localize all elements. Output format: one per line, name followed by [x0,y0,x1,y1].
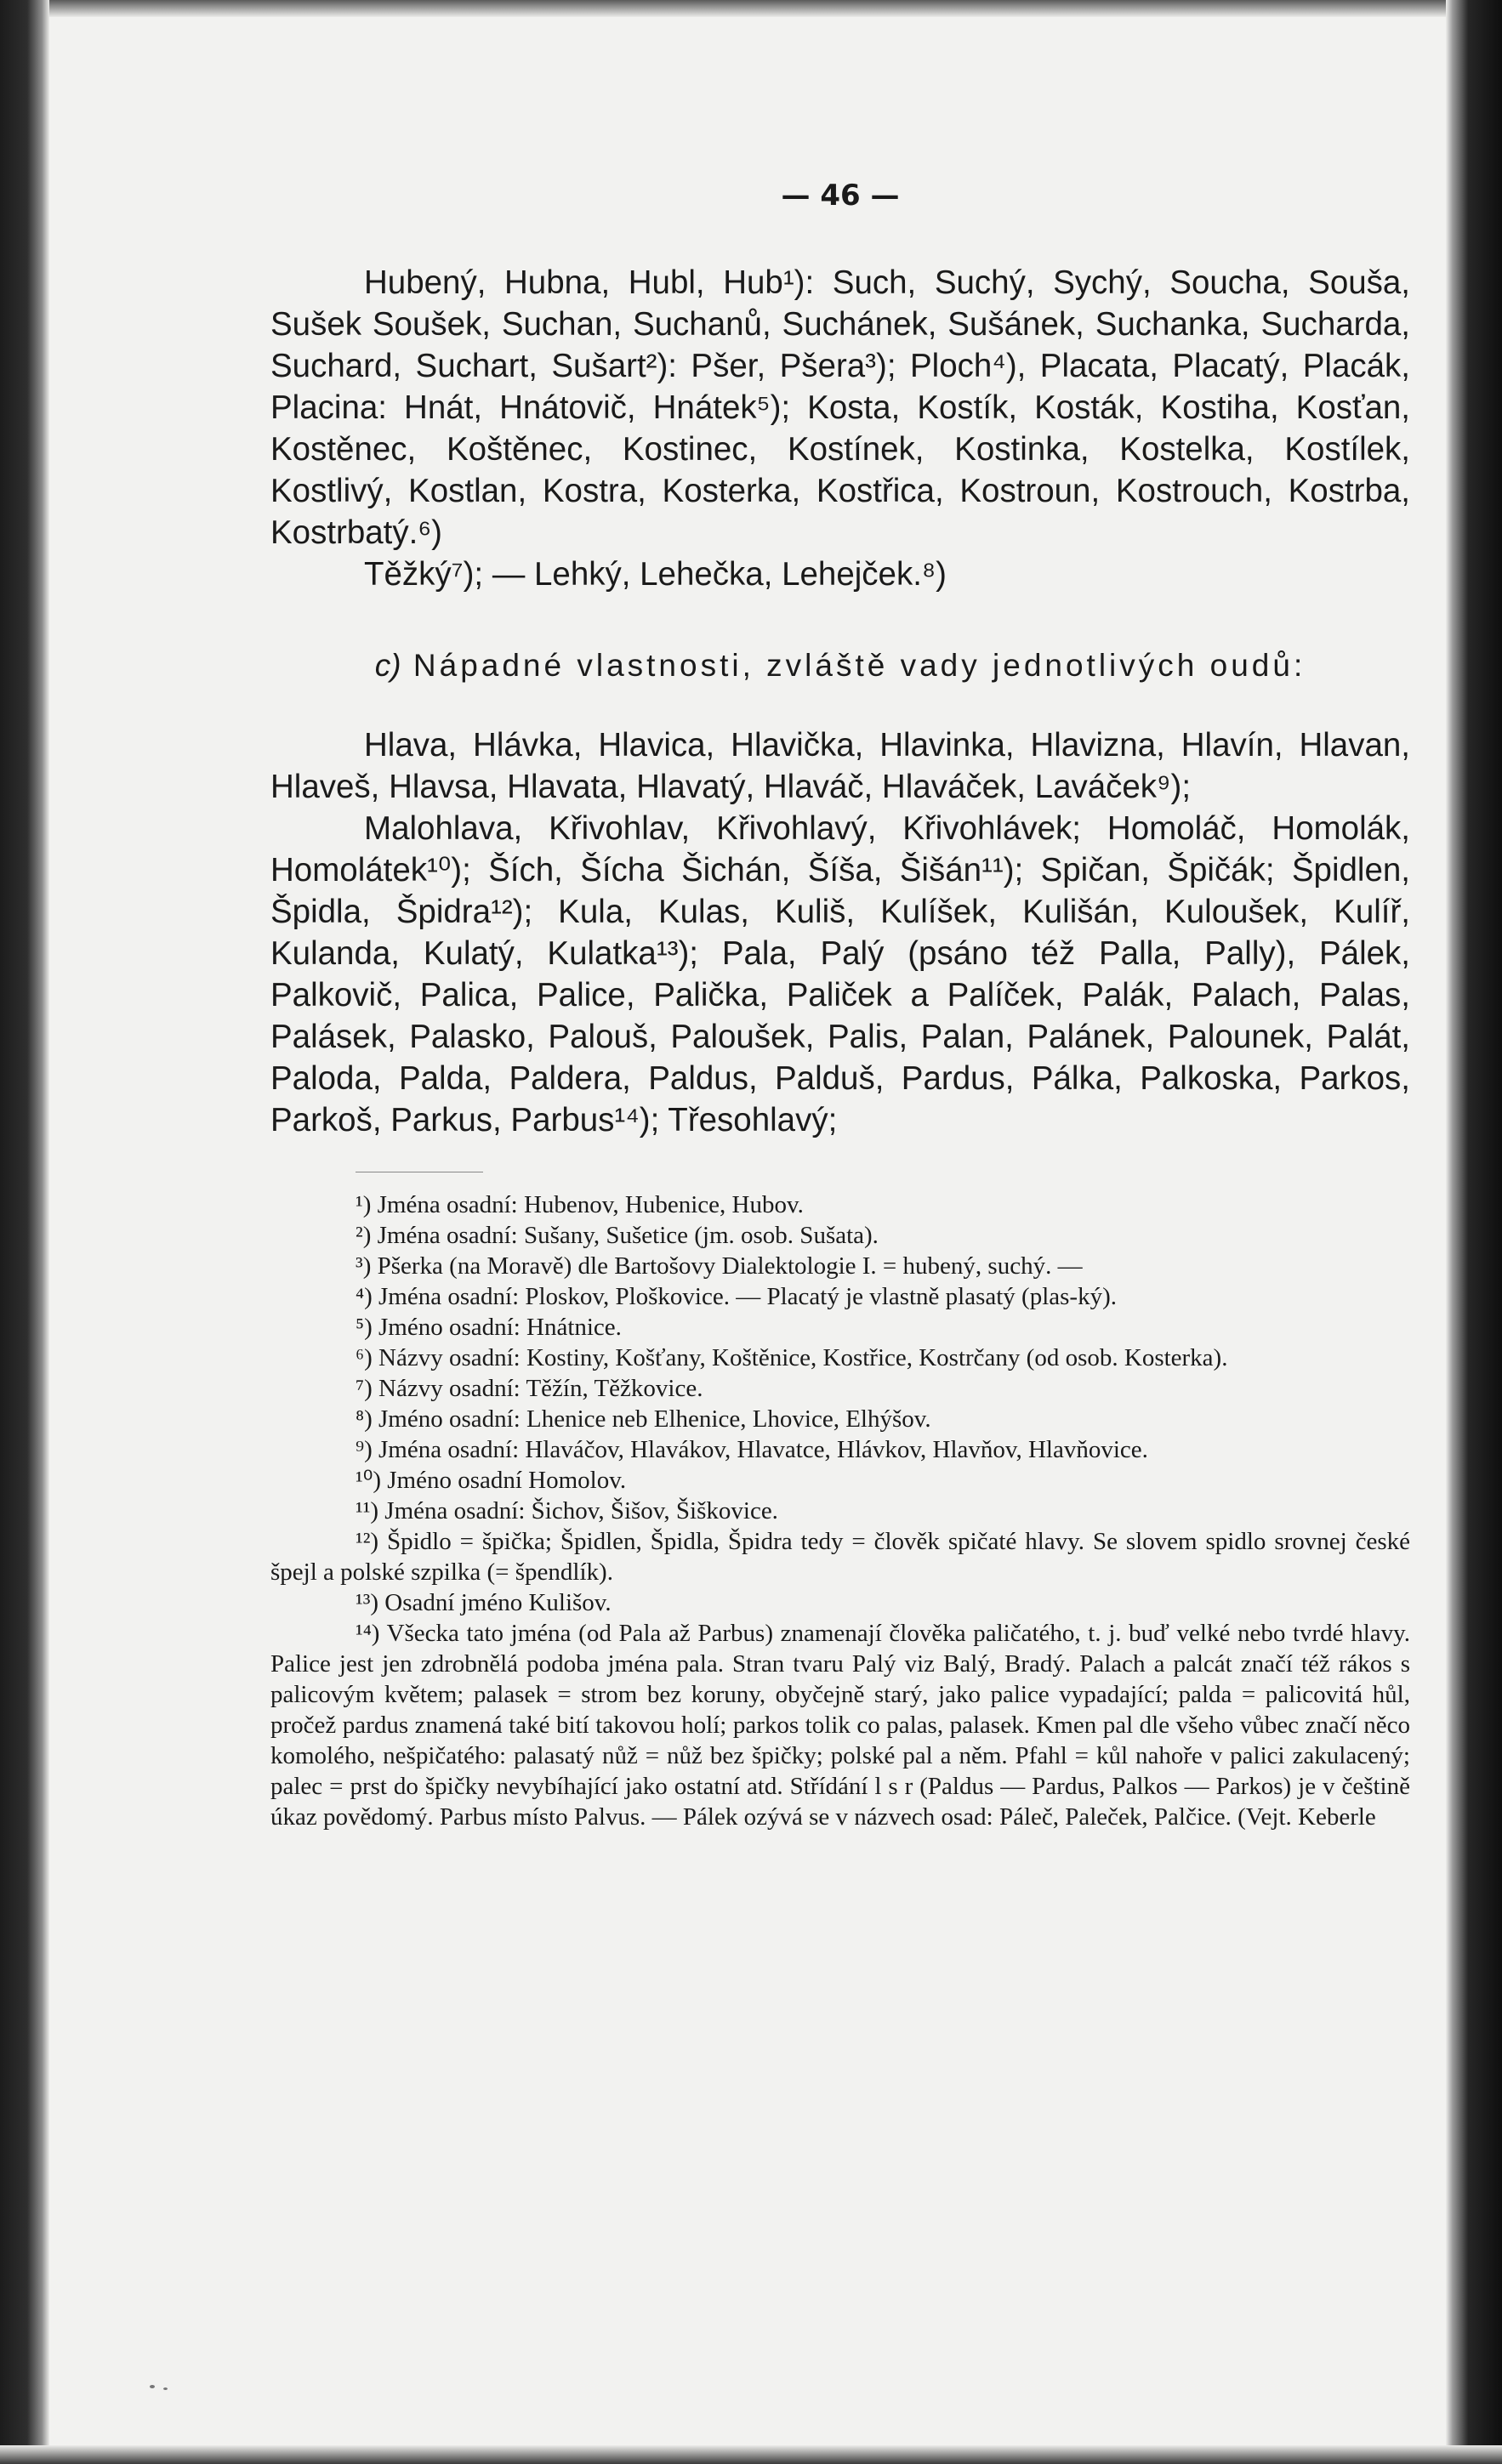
paragraph-tezky: Těžký⁷); — Lehký, Lehečka, Lehejček.⁸) [364,556,947,593]
scan-speck [163,2387,168,2390]
footnote-5: ⁵) Jméno osadní: Hnátnice. [356,1314,622,1341]
scan-border-left [0,0,49,2464]
scan-border-bottom [0,2445,1502,2464]
footnote-4: ⁴) Jména osadní: Ploskov, Ploškovice. — Placatý je vlastně plasatý (plas-ký). [356,1283,1117,1310]
footnote-6: ⁶) Názvy osadní: Kostiny, Košťany, Koštěnice, Kostřice, Kostrčany (od osob. Kosterka). [356,1344,1228,1371]
footnote-2: ²) Jména osadní: Sušany, Sušetice (jm. osob. Sušata). [356,1222,879,1249]
footnote-14: ¹⁴) Všecka tato jména (od Pala až Parbus) znamenají člověka paličatého, t. j. buď velké nebo tvrdé hlavy. Palice jest jen zdrobnělá podoba jména pala. Stran tvaru Palý viz Balý, Bradý. Palach a palcát značí též rákos s palicovým květem; palasek = strom bez koruny, obyčejně starý, jako palice vypadající; palda = palicovitá hůl, pročež pardus znamená také bití takovou holí; parkos tolik co palas, palasek. Kmen pal dle všeho vůbec značí něco komolého, nešpičatého: palasatý nůž = nůž bez špičky; polské pal a něm. Pfahl = kůl nahoře v palici zakulacený; palec = prst do špičky nevybíhající jako ostatní atd. Střídání l s r (Paldus — Pardus, Palkos — Parkos) je v češtině úkaz povědomý. Parbus místo Palvus. — Pálek ozývá se v názvech osad: Páleč, Paleček, Palčice. (Vejt. Keberle [270,1620,1410,1831]
section-letter: c) [374,648,401,683]
page-number: — 46 — [781,179,900,213]
paragraph-hlava: Hlava, Hlávka, Hlavica, Hlavička, Hlavinka, Hlavizna, Hlavín, Hlavan, Hlaveš, Hlavsa, Hlavata, Hlavatý, Hlaváč, Hlaváček, Laváček⁹); [270,727,1410,805]
paragraph-malohlava: Malohlava, Křivohlav, Křivohlavý, Křivohlávek; Homoláč, Homolák, Homolátek¹⁰); Ších, Šícha Šichán, Šíša, Šišán¹¹); Spičan, Špičák; Špidlen, Špidla, Špidra¹²); Kula, Kulas, Kuliš, Kulíšek, Kulišán, Kuloušek, Kulíř, Kulanda, Kulatý, Kulatka¹³); Pala, Palý (psáno též Palla, Pally), Pálek, Palkovič, Palica, Palice, Palička, Paliček a Palíček, Palák, Palach, Palas, Palásek, Palasko, Palouš, Paloušek, Palis, Palan, Palánek, Palounek, Palát, Paloda, Palda, Paldera, Paldus, Palduš, Pardus, Pálka, Palkoska, Parkos, Parkoš, Parkus, Parbus¹⁴); Třesohlavý; [270,810,1410,1138]
footnote-1: ¹) Jména osadní: Hubenov, Hubenice, Hubov. [356,1191,804,1218]
footnote-7: ⁷) Názvy osadní: Těžín, Těžkovice. [356,1375,703,1402]
section-heading-text: Nápadné vlastnosti, zvláště vady jednotlivých oudů: [412,648,1306,683]
scan-border-top [0,0,1502,17]
footnote-3: ³) Pšerka (na Moravě) dle Bartošovy Dialektologie I. = hubený, suchý. — [356,1252,1083,1280]
footnote-13: ¹³) Osadní jméno Kulišov. [356,1589,612,1616]
section-heading [270,644,1410,687]
footnote-9: ⁹) Jména osadní: Hlaváčov, Hlavákov, Hlavatce, Hlávkov, Hlavňov, Hlavňovice. [356,1436,1148,1463]
book-page [270,179,1410,1832]
scan-border-right [1446,0,1502,2464]
footnote-10: ¹⁰) Jméno osadní Homolov. [356,1467,627,1494]
footnote-8: ⁸) Jméno osadní: Lhenice neb Elhenice, Lhovice, Elhýšov. [356,1405,931,1433]
footnote-11: ¹¹) Jména osadní: Šichov, Šišov, Šiškovice. [356,1497,778,1524]
paragraph-hubeny: Hubený, Hubna, Hubl, Hub¹): Such, Suchý, Sychý, Soucha, Souša, Sušek Soušek, Suchan, Suchanů, Suchánek, Sušánek, Suchanka, Sucharda, Suchard, Suchart, Sušart²): Pšer, Pšera³); Ploch⁴), Placata, Placatý, Placák, Placina: Hnát, Hnátovič, Hnátek⁵); Kosta, Kostík, Kosták, Kostiha, Kosťan, Kostěnec, Koštěnec, Kostinec, Kostínek, Kostinka, Kostelka, Kostílek, Kostlivý, Kostlan, Kostra, Kosterka, Kostřica, Kostroun, Kostrouch, Kostrba, Kostrbatý.⁶) [270,264,1410,551]
footnotes [270,1189,1410,1832]
scan-speck [150,2385,155,2388]
footnote-12: ¹²) Špidlo = špička; Špidlen, Špidla, Špidra tedy = člověk spičaté hlavy. Se slovem spidlo srovnej české špejl a polské szpilka (= špendlík). [270,1528,1410,1586]
